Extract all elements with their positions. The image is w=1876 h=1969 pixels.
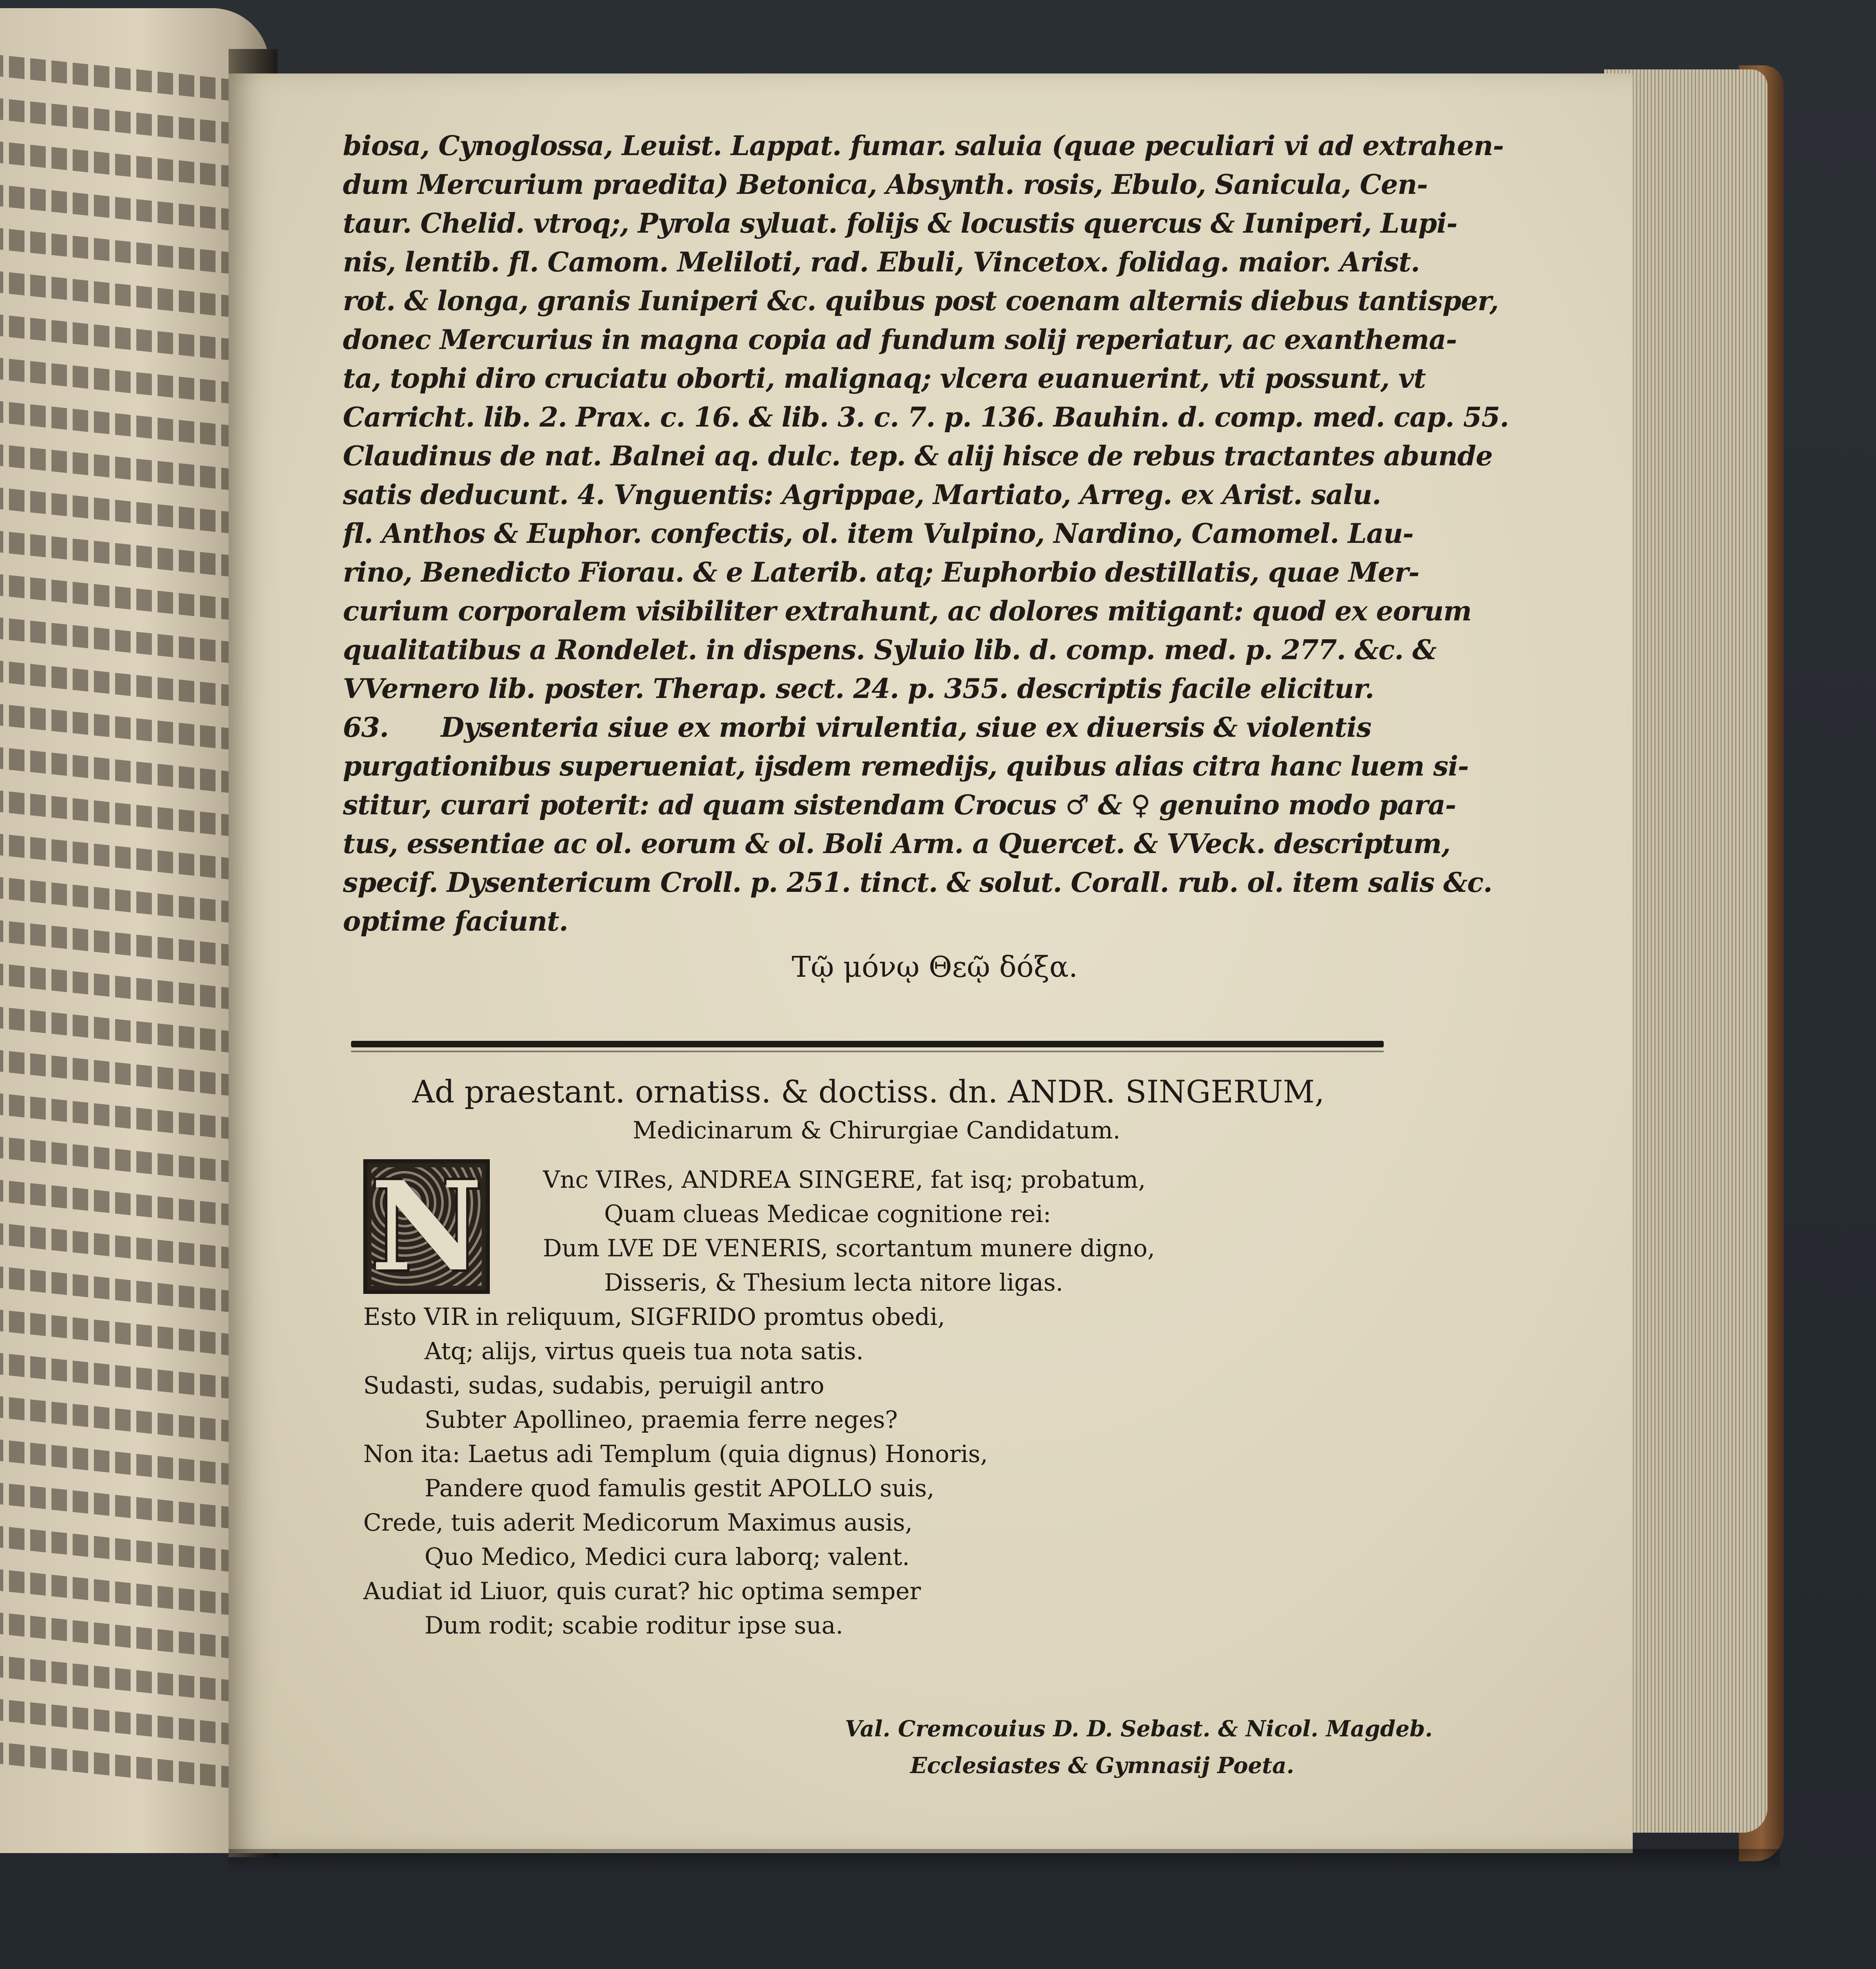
poem-verses xyxy=(363,1159,1465,1642)
text-line: biosa, Cynoglossa, Leuist. Lappat. fumar. saluia (quae peculiari vi ad extrahen- xyxy=(343,130,1504,162)
paragraph-63-opening: Dysenteria siue ex morbi virulentia, siue ex diuersis & violentis xyxy=(441,711,1371,743)
left-page-line xyxy=(0,1438,249,1487)
poem-title: Ad praestant. ornatiss. & doctiss. dn. ANDR. SINGERUM, xyxy=(412,1073,1325,1110)
left-page-line xyxy=(0,1049,249,1098)
left-page-line xyxy=(0,1698,249,1747)
text-line: satis deducunt. 4. Vnguentis: Agrippae, Martiato, Arreg. ex Arist. salu. xyxy=(343,479,1381,511)
left-page-line xyxy=(0,1655,249,1704)
left-page-line xyxy=(0,1568,249,1617)
poem-verse-line: Sudasti, sudas, sudabis, peruigil antro xyxy=(363,1371,825,1399)
text-line: optime faciunt. xyxy=(343,905,568,937)
text-line: qualitatibus a Rondelet. in dispens. Syluio lib. d. comp. med. p. 277. &c. & xyxy=(343,634,1436,666)
left-page-line xyxy=(0,270,249,319)
left-page-line xyxy=(0,400,249,449)
text-line: ta, tophi diro cruciatu oborti, malignaq; vlcera euanuerint, vti possunt, vt xyxy=(343,362,1426,394)
left-page-line xyxy=(0,703,249,752)
left-page-line xyxy=(0,1309,249,1358)
signature-line-1: Val. Cremcouius D. D. Sebast. & Nicol. Magdeb. xyxy=(845,1716,1433,1742)
poem-verse-line: Audiat id Liuor, quis curat? hic optima semper xyxy=(363,1577,921,1605)
paragraph-63-lines xyxy=(343,747,1551,941)
left-page-line xyxy=(0,97,249,146)
text-line: curium corporalem visibiliter extrahunt, ac dolores mitigant: quod ex eorum xyxy=(343,595,1471,627)
left-page-line xyxy=(0,1092,249,1141)
left-page-line xyxy=(0,1741,249,1790)
initial-letter: N xyxy=(370,1159,483,1294)
left-page-line xyxy=(0,746,249,795)
left-page-line xyxy=(0,1525,249,1574)
left-page-line xyxy=(0,1611,249,1660)
poem-verse-line: Pandere quod famulis gestit APOLLO suis, xyxy=(425,1474,935,1502)
left-page-line xyxy=(0,962,249,1011)
poem-subtitle: Medicinarum & Chirurgiae Candidatum. xyxy=(633,1116,1120,1144)
left-page-text-lines xyxy=(0,45,249,1803)
poem-verse-line: Atq; alijs, virtus queis tua nota satis. xyxy=(425,1337,864,1365)
left-page-line xyxy=(0,789,249,838)
poem-verse-line: Esto VIR in reliquum, SIGFRIDO promtus obedi, xyxy=(363,1303,945,1331)
poem-verse-line: Disseris, & Thesium lecta nitore ligas. xyxy=(604,1269,1063,1296)
text-line: nis, lentib. fl. Camom. Meliloti, rad. Ebuli, Vincetox. folidag. maior. Arist. xyxy=(343,246,1420,278)
left-page-line xyxy=(0,1136,249,1185)
left-page-line xyxy=(0,1179,249,1228)
left-page-line xyxy=(0,313,249,362)
poem-verse-line: Quam clueas Medicae cognitione rei: xyxy=(604,1200,1051,1228)
poem-verse-line: Subter Apollineo, praemia ferre neges? xyxy=(425,1406,898,1433)
text-line: specif. Dysentericum Croll. p. 251. tinct. & solut. Corall. rub. ol. item salis &c. xyxy=(343,867,1492,898)
poem-verse-line: Vnc VIRes, ANDREA SINGERE, fat isq; probatum, xyxy=(543,1166,1146,1193)
poem-verse-line: Quo Medico, Medici cura laborq; valent. xyxy=(425,1543,910,1571)
poem-signature xyxy=(845,1710,1539,1784)
right-page xyxy=(229,73,1633,1853)
text-line: stitur, curari poterit: ad quam sistendam Crocus ♂ & ♀ genuino modo para- xyxy=(343,789,1456,821)
paragraph-continuation xyxy=(343,127,1551,708)
text-line: tus, essentiae ac ol. eorum & ol. Boli Arm. a Quercet. & VVeck. descriptum, xyxy=(343,828,1451,860)
text-line: Carricht. lib. 2. Prax. c. 16. & lib. 3. c. 7. p. 136. Bauhin. d. comp. med. cap. 55. xyxy=(343,401,1509,433)
left-page-line xyxy=(0,616,249,665)
text-line: rot. & longa, granis Iuniperi &c. quibus post coenam alternis diebus tantisper, xyxy=(343,285,1499,317)
text-line: VVernero lib. poster. Therap. sect. 24. p. 355. descriptis facile elicitur. xyxy=(343,673,1374,704)
section-divider-rule xyxy=(351,1041,1384,1047)
left-page-line xyxy=(0,184,249,233)
paragraph-number: 63. xyxy=(343,711,389,743)
text-line: donec Mercurius in magna copia ad fundum solij reperiatur, ac exanthema- xyxy=(343,324,1457,356)
text-line: dum Mercurium praedita) Betonica, Absynth. rosis, Ebulo, Sanicula, Cen- xyxy=(343,169,1428,200)
left-page-line xyxy=(0,573,249,622)
text-line: fl. Anthos & Euphor. confectis, ol. item Vulpino, Nardino, Camomel. Lau- xyxy=(343,518,1414,549)
greek-doxology: Τῷ μόνῳ Θεῷ δόξα. xyxy=(791,950,1078,984)
page-bottom-shadow xyxy=(229,1849,1780,1873)
section-divider-rule-thin xyxy=(351,1051,1384,1052)
left-page-line xyxy=(0,530,249,579)
signature-line-2: Ecclesiastes & Gymnasij Poeta. xyxy=(910,1752,1294,1778)
paragraph-63-first-line xyxy=(343,708,1551,747)
text-line: taur. Chelid. vtroq;, Pyrola syluat. folijs & locustis quercus & Iuniperi, Lupi- xyxy=(343,207,1457,239)
poem-verse-line: Dum rodit; scabie roditur ipse sua. xyxy=(425,1611,843,1639)
poem-verse-line: Non ita: Laetus adi Templum (quia dignus) Honoris, xyxy=(363,1440,988,1468)
paragraph-63 xyxy=(343,708,1551,941)
left-page-line xyxy=(0,357,249,406)
left-page-line xyxy=(0,1395,249,1444)
main-text-block xyxy=(343,127,1551,987)
left-page-line xyxy=(0,1006,249,1055)
text-line: Claudinus de nat. Balnei aq. dulc. tep. & alij hisce de rebus tractantes abunde xyxy=(343,440,1493,472)
left-page-line xyxy=(0,140,249,189)
poem-verse-line: Crede, tuis aderit Medicorum Maximus ausis, xyxy=(363,1509,913,1536)
left-page-line xyxy=(0,487,249,536)
left-page-line xyxy=(0,660,249,709)
left-page-line xyxy=(0,919,249,968)
poem-verse-line: Dum LVE DE VENERIS, scortantum munere digno, xyxy=(543,1234,1155,1262)
left-page-line xyxy=(0,1265,249,1314)
left-page-line xyxy=(0,876,249,925)
left-page-line xyxy=(0,1222,249,1271)
left-page-line xyxy=(0,1482,249,1531)
left-page-line xyxy=(0,833,249,882)
left-page-line xyxy=(0,227,249,276)
text-line: purgationibus superueniat, ijsdem remedijs, quibus alias citra hanc luem si- xyxy=(343,750,1469,782)
left-page-line xyxy=(0,1352,249,1401)
text-line: rino, Benedicto Fiorau. & e Laterib. atq; Euphorbio destillatis, quae Mer- xyxy=(343,556,1419,588)
left-page-line xyxy=(0,443,249,492)
left-page-line xyxy=(0,54,249,103)
